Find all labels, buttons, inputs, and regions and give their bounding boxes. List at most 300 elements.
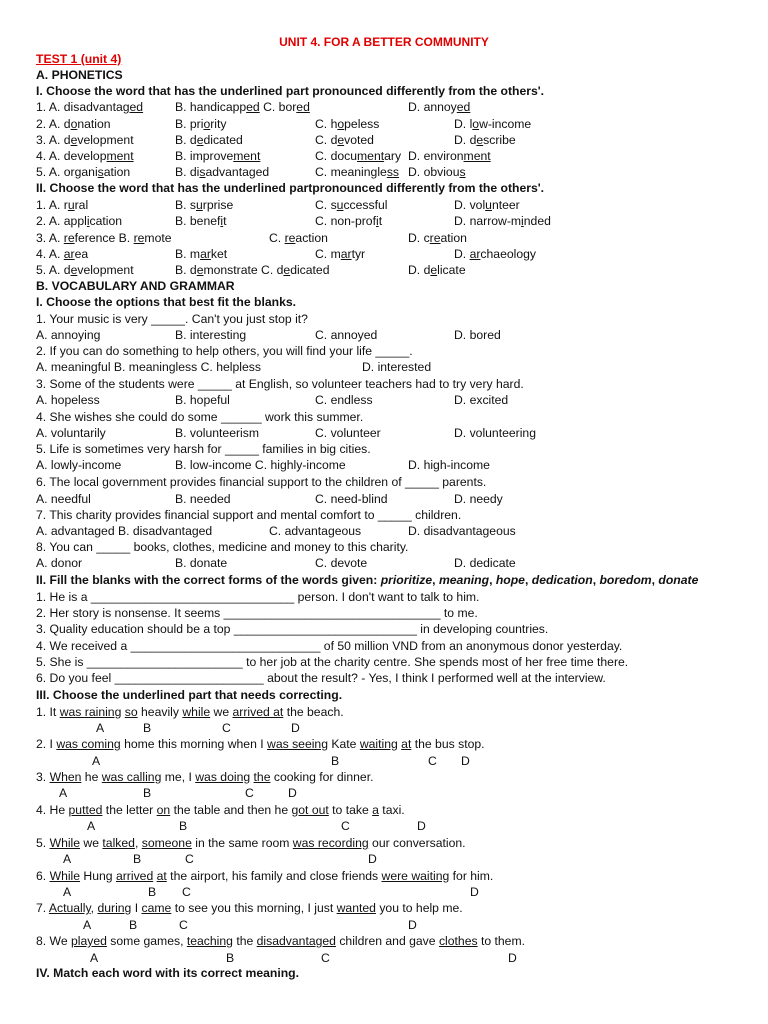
answer-option (36, 117, 111, 132)
given-word: meaning (438, 573, 490, 587)
text-run: children and gave (335, 934, 439, 948)
text-run: the table and then he (170, 803, 292, 817)
answer-option (408, 149, 491, 164)
answer-option (315, 426, 381, 441)
answer-option (454, 247, 536, 262)
text-run: velopment (77, 263, 134, 277)
answer-option (175, 198, 233, 213)
answer-option (36, 458, 121, 473)
option-letter: D (368, 852, 377, 866)
text-run: 1. Your music is very _____. Can't you just stop it? (36, 312, 308, 326)
answer-option (315, 117, 379, 132)
text-run: I (131, 901, 142, 915)
text-run: C. annoyed (315, 328, 378, 342)
option-letter: B (148, 885, 157, 899)
text-run: B. low-income C. highly-income (175, 458, 346, 472)
text-run: D. disadvantageous (408, 524, 516, 538)
underlined-part: arrived (115, 869, 154, 883)
answer-option (36, 492, 91, 507)
text-run: IV. Match each word with its correct meaning. (36, 966, 300, 980)
underlined-part: the (253, 770, 271, 784)
text-run: B. VOCABULARY AND GRAMMAR (36, 279, 235, 293)
text-run: dicated (203, 133, 243, 147)
underlined-part: i (375, 214, 379, 228)
underlined-part: re (63, 231, 75, 245)
answer-option (36, 426, 106, 441)
answer-option (315, 149, 401, 164)
underlined-part: u (485, 198, 492, 212)
underlined-part: ss (386, 165, 399, 179)
section-heading (36, 181, 544, 196)
underlined-part: was doing (195, 770, 251, 784)
text-run: he (81, 770, 102, 784)
underlined-part: talked (102, 836, 135, 850)
option-letter: C (341, 819, 350, 833)
text-run: rity (210, 117, 227, 131)
answer-option (315, 133, 374, 148)
text-run: C. m (315, 247, 341, 261)
given-word: prioritize (380, 573, 433, 587)
text-run: nation (77, 117, 111, 131)
text-run: 3. A. d (36, 133, 71, 147)
answer-option (175, 458, 346, 473)
underlined-part: e (196, 133, 204, 147)
text-run: A. donor (36, 556, 83, 570)
text-run: the bus stop. (411, 737, 485, 751)
answer-option (408, 524, 516, 539)
answer-option (362, 360, 431, 375)
question-line (36, 934, 525, 949)
text-run: A. lowly-income (36, 458, 122, 472)
answer-option (454, 556, 516, 571)
section-heading (36, 68, 123, 83)
text-run: C. bor (259, 100, 297, 114)
option-letter: A (90, 951, 99, 965)
given-word: donate (658, 573, 699, 587)
underlined-part: s (459, 165, 466, 179)
text-run: ation (103, 165, 131, 179)
text-run: monstrate C. d (203, 263, 284, 277)
answer-option (175, 100, 310, 115)
section-heading (36, 52, 121, 67)
text-run: 7. This charity provides financial support and mental comfort to _____ children. (36, 508, 462, 522)
text-run: , (524, 573, 532, 587)
text-run: Kate (328, 737, 360, 751)
text-run: taxi. (378, 803, 405, 817)
underlined-part: ment (463, 149, 491, 163)
text-run: D. environ (408, 149, 464, 163)
text-run: B. d (175, 133, 197, 147)
text-run: D. obviou (408, 165, 460, 179)
option-letter: D (461, 754, 470, 768)
text-run: dicated (290, 263, 330, 277)
section-heading (36, 688, 342, 703)
option-letter: B (179, 819, 188, 833)
option-letter: B (331, 754, 340, 768)
section-heading (36, 295, 296, 310)
answer-option (315, 198, 387, 213)
underlined-part: during (97, 901, 132, 915)
answer-option (408, 263, 466, 278)
answer-option (175, 149, 260, 164)
text-run: the airport, his family and close friends (166, 869, 382, 883)
text-run: 4. We received a ____________________________ of 50 million VND from an anonymous donor yesterday. (36, 639, 623, 653)
text-run: we (210, 705, 233, 719)
text-run: 3. A. (36, 231, 64, 245)
answer-option (36, 214, 122, 229)
text-run: in the same room (191, 836, 293, 850)
underlined-part: i (521, 214, 524, 228)
answer-option (175, 117, 226, 132)
underlined-part: e (430, 263, 438, 277)
underlined-part: ar (340, 247, 352, 261)
option-letter: A (59, 786, 68, 800)
text-run: 1. A. r (36, 198, 68, 212)
underlined-part: arrived at (232, 705, 284, 719)
text-run: ary (384, 149, 402, 163)
answer-option (408, 231, 467, 246)
answer-option (454, 198, 520, 213)
underlined-part: teaching (186, 934, 233, 948)
text-run: D. l (454, 117, 473, 131)
question-line (36, 312, 308, 327)
underlined-part: e (337, 133, 345, 147)
underlined-part: u (336, 198, 344, 212)
question-line (36, 622, 548, 637)
text-run: the beach. (283, 705, 344, 719)
text-run: voted (344, 133, 374, 147)
text-run: C. meaningle (315, 165, 387, 179)
underlined-part: o (472, 117, 480, 131)
text-run: A. voluntarily (36, 426, 106, 440)
question-line (36, 590, 479, 605)
question-line (36, 836, 466, 851)
text-run: 5. (36, 836, 50, 850)
underlined-part: u (67, 198, 75, 212)
text-run: D. annoy (408, 100, 457, 114)
underlined-part: ed (296, 100, 310, 114)
text-run: nded (523, 214, 551, 228)
underlined-part: Actually (48, 901, 91, 915)
text-run: D. bored (454, 328, 501, 342)
text-run: we (80, 836, 103, 850)
underlined-part: was raining (59, 705, 122, 719)
text-run: heavily (137, 705, 183, 719)
underlined-part: s (199, 165, 206, 179)
text-run: B. handicapp (175, 100, 247, 114)
option-letter: D (417, 819, 426, 833)
text-run: action (295, 231, 328, 245)
given-word: hope (495, 573, 525, 587)
answer-option (36, 556, 82, 571)
text-run: D. high-income (408, 458, 490, 472)
answer-option (315, 165, 399, 180)
text-run: C. volunteer (315, 426, 381, 440)
answer-option (454, 133, 516, 148)
answer-option (175, 556, 227, 571)
option-letter: C (185, 852, 194, 866)
question-line (36, 671, 606, 686)
text-run: , (134, 836, 142, 850)
text-run: t (378, 214, 383, 228)
text-run: 6. The local government provides financial support to the children of _____ parents. (36, 475, 487, 489)
text-run: 2. If you can do something to help others, you will find your life _____. (36, 344, 413, 358)
text-run: 2. Her story is nonsense. It seems ________________________________ to me. (36, 606, 478, 620)
option-letter: C (321, 951, 330, 965)
option-letter: C (182, 885, 191, 899)
text-run: C. docu (315, 149, 358, 163)
answer-option (36, 263, 134, 278)
underlined-part: clothes (438, 934, 478, 948)
answer-option (454, 492, 503, 507)
underlined-part: re (133, 231, 145, 245)
option-letter: C (222, 721, 231, 735)
section-heading (36, 84, 544, 99)
option-letter: A (63, 852, 72, 866)
option-letter: B (143, 786, 152, 800)
text-run: 6. Do you feel ______________________ about the result? - Yes, I think I performed well at the interview. (36, 671, 606, 685)
question-line (36, 442, 371, 457)
text-run: A. needful (36, 492, 91, 506)
question-line (36, 901, 463, 916)
text-run: B. pri (175, 117, 204, 131)
underlined-part: came (141, 901, 172, 915)
option-letter: B (226, 951, 235, 965)
underlined-part: i (86, 214, 90, 228)
text-run: , (651, 573, 659, 587)
answer-option (36, 247, 88, 262)
text-run: A. hopeless (36, 393, 100, 407)
text-run: I. Choose the options that best fit the blanks. (36, 295, 297, 309)
text-run: nteer (491, 198, 520, 212)
option-letter: D (291, 721, 300, 735)
question-line (36, 770, 373, 785)
option-letter: C (428, 754, 437, 768)
option-letter: D (288, 786, 297, 800)
text-run: B. interesting (175, 328, 247, 342)
underlined-part: a (372, 803, 379, 817)
underlined-part: ar (469, 247, 481, 261)
text-run: 1. A. disadvantag (36, 100, 130, 114)
answer-option (175, 328, 246, 343)
underlined-part: was coming (56, 737, 121, 751)
question-line (36, 410, 363, 425)
text-run: 4. A. (36, 247, 64, 261)
underlined-part: re (284, 231, 296, 245)
text-run: D. needy (454, 492, 503, 506)
answer-option (315, 556, 367, 571)
text-run: our conversation. (368, 836, 466, 850)
underlined-part: got out (291, 803, 329, 817)
underlined-part: ed (456, 100, 471, 114)
text-run: home this morning when I (120, 737, 268, 751)
section-heading (36, 279, 235, 294)
underlined-part: at (156, 869, 167, 883)
text-run: 3. (36, 770, 50, 784)
underlined-part: was recording (292, 836, 369, 850)
underlined-part: e (283, 263, 291, 277)
underlined-part: at (401, 737, 412, 751)
question-line (36, 606, 478, 621)
text-run: A. meaningful B. meaningless C. helpless (36, 360, 261, 374)
text-run: D. c (408, 231, 430, 245)
text-run: Hung (80, 869, 116, 883)
text-run: advantaged (205, 165, 270, 179)
text-run: C. endless (315, 393, 373, 407)
text-run: I. Choose the word that has the underlined part pronounced differently from the others'. (36, 84, 545, 98)
answer-option (36, 524, 212, 539)
question-line (36, 540, 408, 555)
text-run: 4. She wishes she could do some ______ work this summer. (36, 410, 364, 424)
section-heading (36, 966, 299, 981)
answer-option (408, 100, 470, 115)
text-run: ket (210, 247, 228, 261)
text-run: mote (144, 231, 172, 245)
text-run: 5. She is _______________________ to her job at the charity centre. She spends most of her free time there. (36, 655, 629, 669)
question-line (36, 705, 344, 720)
text-run: ea (74, 247, 89, 261)
underlined-part: ment (357, 149, 385, 163)
answer-option (36, 198, 88, 213)
answer-option (315, 214, 382, 229)
option-letter: C (245, 786, 254, 800)
question-line (36, 508, 461, 523)
option-letter: A (96, 721, 105, 735)
underlined-part: o (337, 117, 345, 131)
text-run: to them. (477, 934, 525, 948)
option-letter: A (87, 819, 96, 833)
underlined-part: ar (200, 247, 211, 261)
option-letter: B (133, 852, 142, 866)
answer-option (454, 426, 536, 441)
text-run: 5. A. d (36, 263, 71, 277)
underlined-part: ment (106, 149, 134, 163)
question-line (36, 803, 405, 818)
answer-option (175, 263, 330, 278)
answer-option (454, 214, 551, 229)
text-run: peless (344, 117, 380, 131)
underlined-part: TEST 1 (unit 4) (36, 52, 122, 66)
text-run: 2. A. appl (36, 214, 87, 228)
text-run: B. s (175, 198, 196, 212)
answer-option (36, 360, 261, 375)
text-run: 2. A. d (36, 117, 71, 131)
text-run: B. needed (175, 492, 231, 506)
answer-option (454, 117, 531, 132)
underlined-part: so (124, 705, 138, 719)
underlined-part: ment (233, 149, 261, 163)
underlined-part: u (196, 198, 203, 212)
text-run: D. excited (454, 393, 509, 407)
text-run: D. volunteering (454, 426, 536, 440)
text-run: , (90, 901, 98, 915)
answer-option (36, 328, 100, 343)
text-run: 4. A. develop (36, 149, 107, 163)
text-run: t (223, 214, 227, 228)
underlined-part: s (97, 165, 104, 179)
text-run: 5. A. organi (36, 165, 98, 179)
text-run: cooking for dinner. (270, 770, 374, 784)
text-run: B. hopeful (175, 393, 230, 407)
underlined-part: ar (63, 247, 75, 261)
text-run: D. d (408, 263, 431, 277)
text-run: C. (269, 231, 285, 245)
underlined-part: o (70, 117, 78, 131)
text-run: II. Choose the word that has the underlined partpronounced differently from the others'. (36, 181, 545, 195)
question-line (36, 655, 628, 670)
text-run: D. interested (362, 360, 432, 374)
given-word: boredom (599, 573, 652, 587)
underlined-part: i (220, 214, 224, 228)
answer-option (36, 393, 100, 408)
text-run: 4. He (36, 803, 69, 817)
text-run: A. annoying (36, 328, 101, 342)
underlined-part: waiting (359, 737, 398, 751)
text-run: velopment (77, 133, 134, 147)
text-run: ation (440, 231, 467, 245)
question-line (36, 869, 493, 884)
answer-option (408, 458, 490, 473)
answer-option (175, 247, 227, 262)
underlined-part: disadvantaged (256, 934, 336, 948)
answer-option (408, 165, 466, 180)
text-run: D. (454, 247, 470, 261)
text-run: B. volunteerism (175, 426, 259, 440)
text-run: C. advantageous (269, 524, 362, 538)
underlined-part: putted (68, 803, 103, 817)
text-run: III. Choose the underlined part that needs correcting. (36, 688, 343, 702)
text-run: B. improve (175, 149, 234, 163)
question-line (36, 737, 485, 752)
answer-option (454, 328, 501, 343)
question-line (36, 475, 486, 490)
answer-option (454, 393, 508, 408)
text-run: the (232, 934, 257, 948)
answer-option (36, 133, 134, 148)
text-run: for him. (449, 869, 494, 883)
answer-option (175, 426, 259, 441)
text-run: ference B. (74, 231, 134, 245)
text-run: B. benef (175, 214, 221, 228)
underlined-part: was seeing (267, 737, 328, 751)
answer-option (315, 328, 377, 343)
text-run: ral (74, 198, 89, 212)
underlined-part: wanted (336, 901, 376, 915)
text-run: A. advantaged B. disadvantaged (36, 524, 213, 538)
underlined-part: re (429, 231, 441, 245)
answer-option (175, 165, 269, 180)
text-run: 1. It (36, 705, 60, 719)
text-run: to take (328, 803, 373, 817)
text-run: the letter (102, 803, 157, 817)
answer-option (315, 247, 365, 262)
text-run: D. vol (454, 198, 486, 212)
option-letter: C (179, 918, 188, 932)
text-run: rprise (202, 198, 234, 212)
text-run: 6. (36, 869, 50, 883)
answer-option (269, 231, 328, 246)
underlined-part: someone (141, 836, 192, 850)
text-run: A. PHONETICS (36, 68, 123, 82)
option-letter: D (408, 918, 417, 932)
underlined-part: ed (246, 100, 260, 114)
text-run: 2. I (36, 737, 57, 751)
underlined-part: e (70, 133, 78, 147)
text-run: C. s (315, 198, 337, 212)
answer-option (315, 393, 373, 408)
text-run: 7. (36, 901, 49, 915)
option-letter: D (508, 951, 517, 965)
